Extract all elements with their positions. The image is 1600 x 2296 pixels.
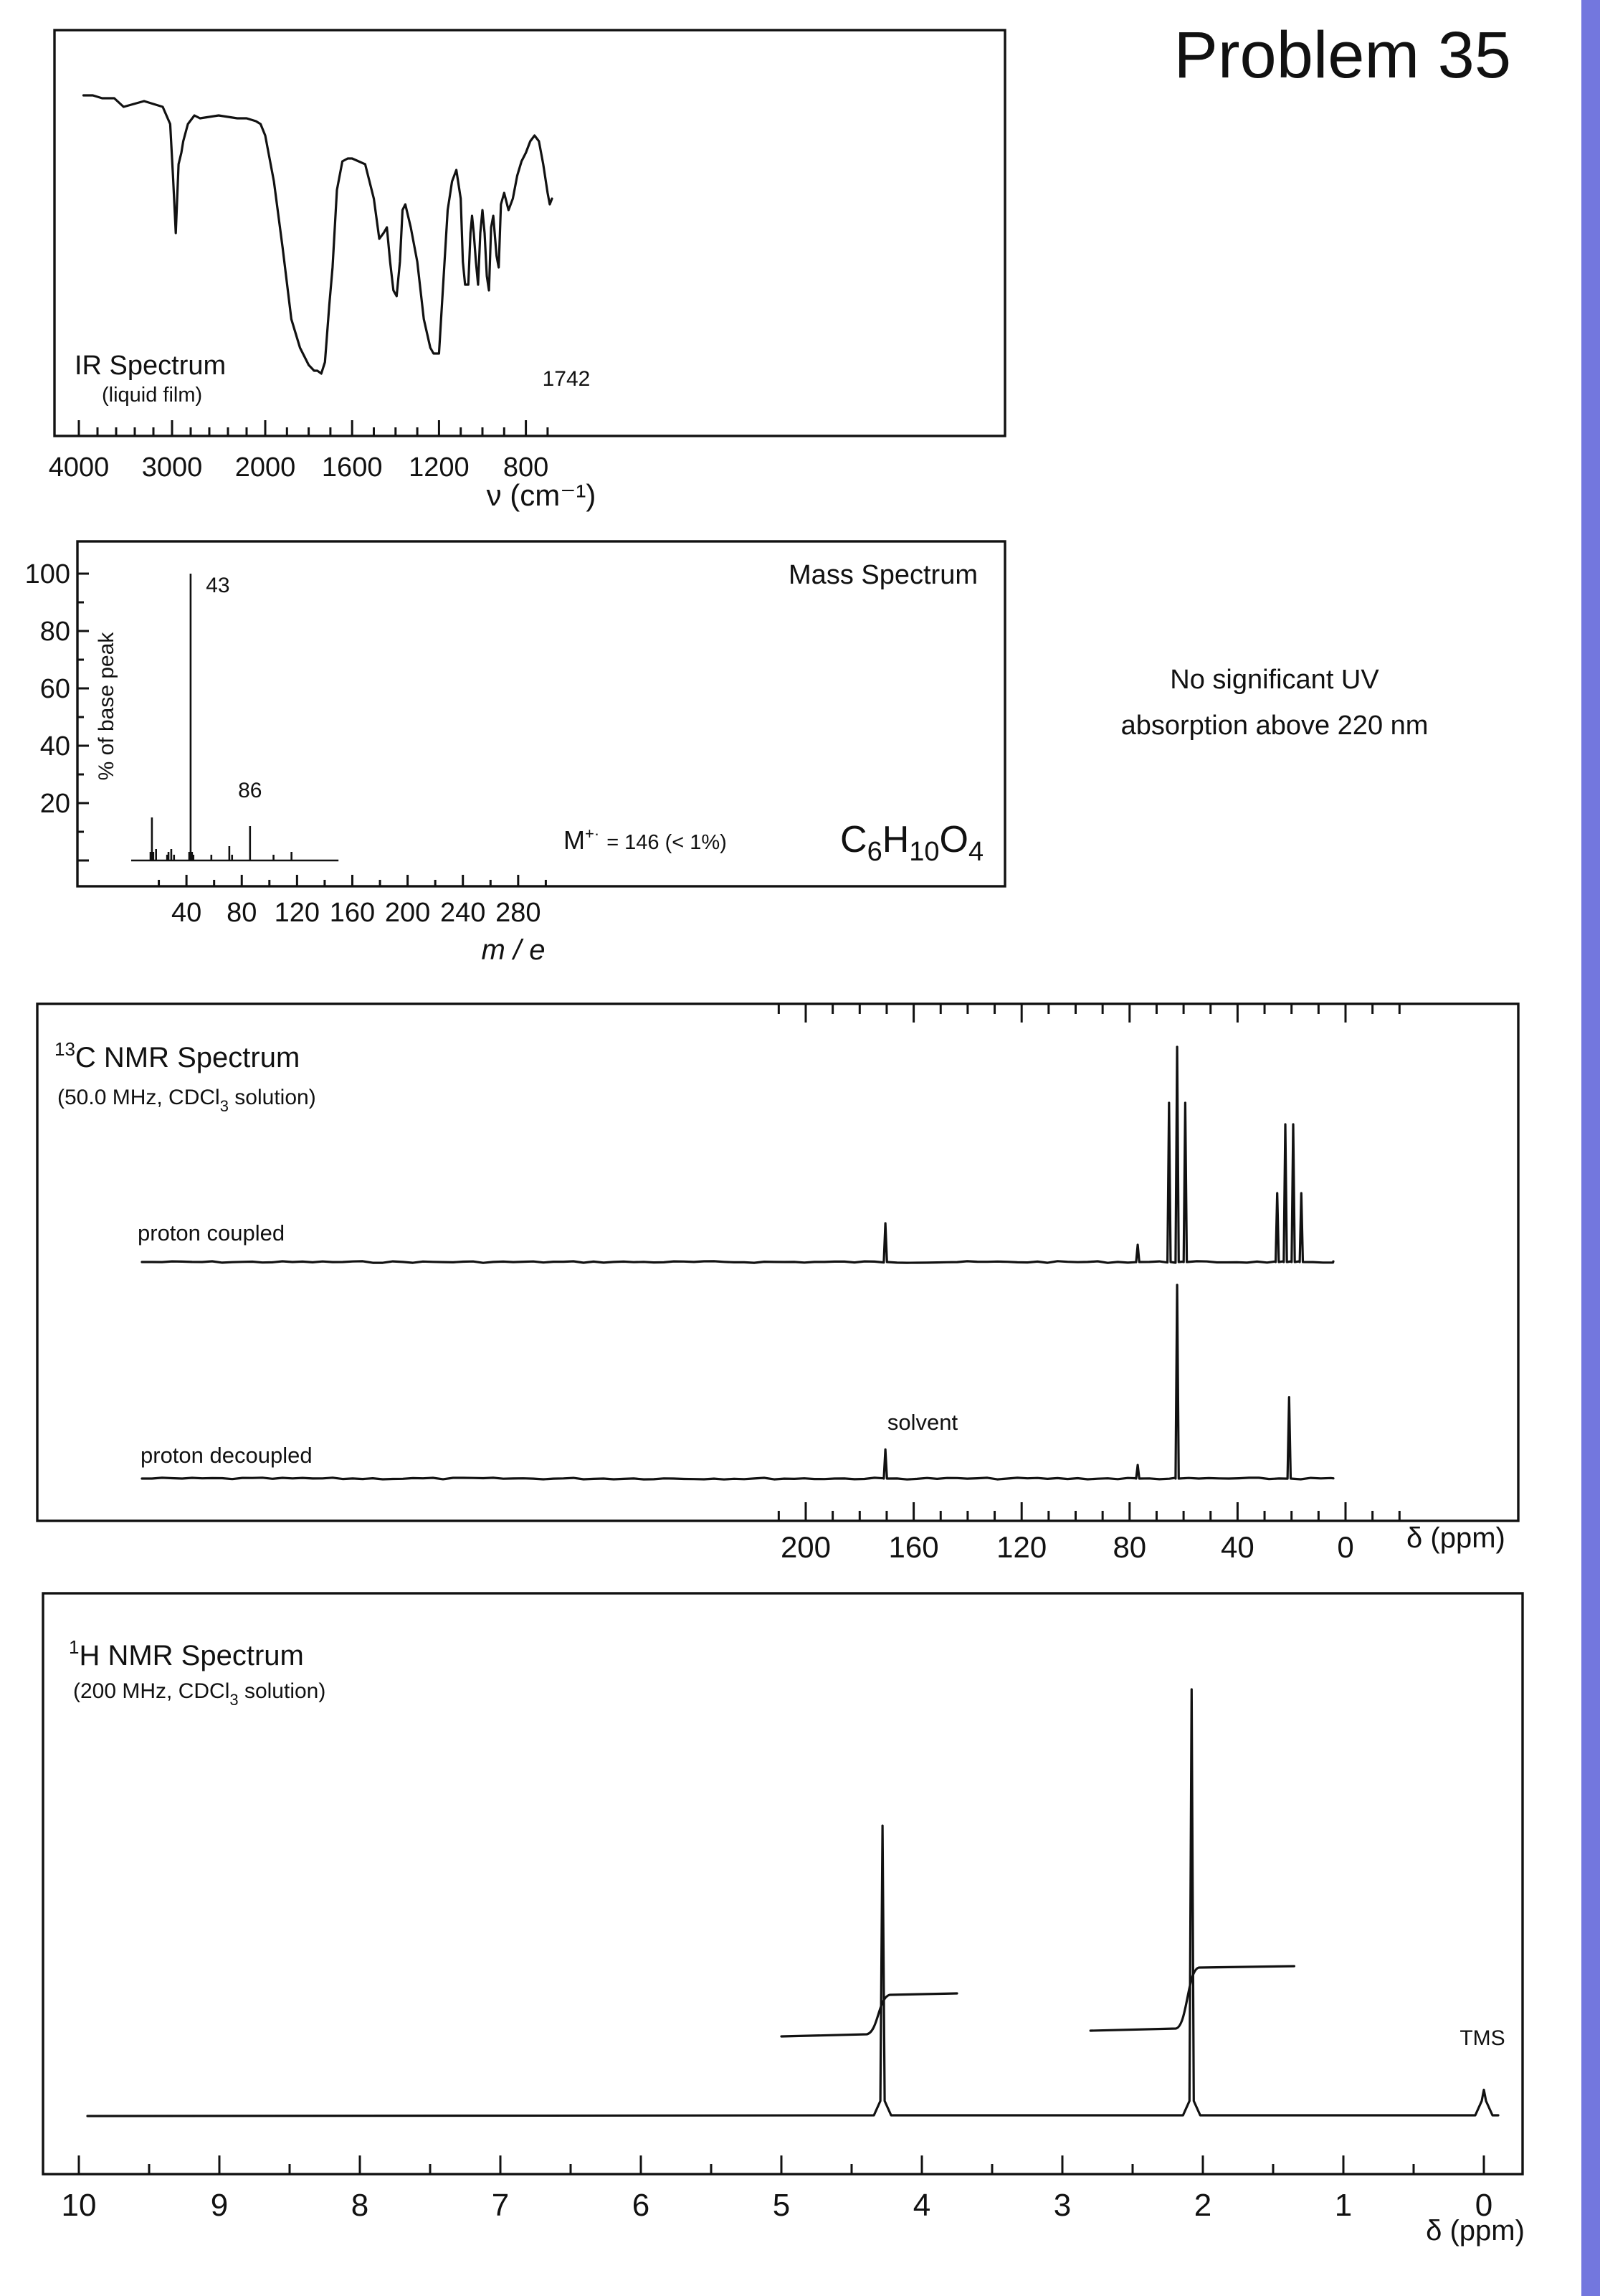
h1-tick-label: 2 (1194, 2188, 1212, 2223)
c13-tick-label: 160 (888, 1530, 939, 1564)
c13-tick-label: 40 (1221, 1530, 1254, 1564)
h1-conditions-pre: (200 MHz, CDCl (73, 1679, 230, 1703)
h1-tick-label: 9 (210, 2188, 229, 2223)
ms-y-tick-label: 80 (39, 617, 70, 647)
ir-axis-title: ν (cm⁻¹) (486, 478, 596, 512)
ir-tick-labels (49, 452, 549, 483)
c13-conditions-post: solution) (228, 1086, 316, 1109)
ir-trace (84, 95, 553, 374)
h1-title-text: H NMR Spectrum (79, 1640, 304, 1671)
molecular-ion-symbol: M (563, 825, 585, 855)
ir-tick-label: 4000 (48, 452, 110, 483)
h1-conditions (73, 1679, 325, 1709)
ms-y-tick-label: 60 (39, 674, 70, 704)
c13-title (54, 1038, 300, 1073)
h1-tick-label: 10 (61, 2188, 97, 2223)
formula-h-count: 10 (909, 837, 940, 867)
ms-x-tick-label: 240 (440, 898, 486, 928)
h1-axis-title: δ (ppm) (1426, 2215, 1525, 2247)
ms-x-ticks (159, 875, 546, 886)
c13-solvent-label: solvent (887, 1410, 958, 1435)
c13-tick-label: 0 (1337, 1530, 1354, 1564)
c13-panel (37, 1004, 1518, 1564)
c13-tick-label: 200 (780, 1530, 832, 1564)
ir-tick-label: 1200 (409, 452, 470, 483)
ir-tick-label: 800 (503, 452, 549, 483)
page-edge-band (1581, 0, 1600, 2296)
ir-axis-ticks (79, 420, 548, 436)
c13-tick-labels (781, 1530, 1354, 1564)
ir-tick-label: 1600 (321, 452, 383, 483)
c13-conditions (57, 1086, 316, 1115)
ms-bars (131, 574, 338, 860)
ms-title: Mass Spectrum (789, 560, 978, 590)
c13-bottom-ticks (778, 1502, 1399, 1521)
ir-peak-label: 1742 (542, 367, 591, 391)
h1-conditions-post: solution) (238, 1679, 326, 1703)
ir-subtitle: (liquid film) (102, 384, 203, 407)
h1-trace (87, 1689, 1498, 2116)
ms-x-tick-label: 200 (384, 898, 431, 928)
ms-x-tick-label: 40 (171, 898, 202, 928)
problem-title: Problem 35 (1173, 19, 1511, 92)
ir-panel (49, 30, 1005, 512)
ms-peak-label: 86 (238, 779, 262, 802)
ms-y-ticks (77, 574, 89, 860)
h1-tick-label: 7 (491, 2188, 510, 2223)
ms-peak-label: 43 (206, 574, 230, 597)
ms-x-tick-label: 280 (495, 898, 541, 928)
h1-tick-label: 1 (1334, 2188, 1353, 2223)
h1-integral-curve (781, 1993, 957, 2036)
c13-coupled-label: proton coupled (138, 1220, 285, 1246)
ir-tick-label: 3000 (141, 452, 203, 483)
c13-conditions-sub: 3 (219, 1097, 229, 1115)
h1-tick-label: 6 (632, 2188, 650, 2223)
uv-note-line-2: absorption above 220 nm (1120, 711, 1429, 741)
ir-tick-label: 2000 (234, 452, 296, 483)
h1-title (69, 1636, 304, 1671)
c13-coupled-trace (142, 1047, 1333, 1263)
ms-x-tick-label: 160 (329, 898, 376, 928)
formula-c-count: 6 (867, 837, 882, 867)
ms-x-tick-label: 120 (274, 898, 320, 928)
h1-tick-label: 8 (351, 2188, 369, 2223)
h1-title-isotope: 1 (69, 1636, 80, 1658)
c13-decoupled-label: proton decoupled (141, 1443, 313, 1468)
ms-y-tick-label: 100 (24, 559, 70, 589)
h1-integrals (781, 1966, 1294, 2036)
molecular-ion-value: = 146 (< 1%) (606, 831, 727, 854)
h1-panel (43, 1593, 1525, 2247)
ms-y-tick-label: 40 (39, 731, 70, 762)
formula-o: O (939, 819, 968, 860)
ms-x-tick-labels (171, 898, 541, 928)
c13-axis-title: δ (ppm) (1406, 1522, 1505, 1554)
c13-title-text: C NMR Spectrum (75, 1042, 300, 1073)
ms-panel (25, 541, 1005, 966)
h1-tick-label: 0 (1475, 2188, 1493, 2223)
c13-tick-label: 120 (996, 1530, 1047, 1564)
ms-x-tick-label: 80 (227, 898, 257, 928)
formula-h: H (882, 819, 910, 860)
h1-conditions-sub: 3 (229, 1691, 239, 1709)
ms-y-tick-labels (25, 559, 70, 819)
ms-y-axis-title: % of base peak (95, 632, 118, 781)
formula-c: C (840, 819, 867, 860)
c13-title-isotope: 13 (54, 1038, 75, 1060)
ms-y-tick-label: 20 (39, 789, 70, 819)
c13-top-ticks (778, 1004, 1399, 1023)
h1-tick-label: 5 (772, 2188, 791, 2223)
h1-tms-label: TMS (1459, 2026, 1505, 2050)
molecular-formula (840, 819, 984, 867)
c13-conditions-pre: (50.0 MHz, CDCl (57, 1086, 220, 1109)
c13-tick-label: 80 (1113, 1530, 1147, 1564)
ms-molecular-ion-label (563, 825, 727, 855)
ms-peak-labels (206, 574, 262, 802)
h1-ticks (79, 2155, 1484, 2174)
ir-title: IR Spectrum (75, 351, 227, 381)
c13-decoupled-trace (142, 1285, 1333, 1479)
h1-tick-label: 4 (913, 2188, 931, 2223)
uv-note-line-1: No significant UV (1170, 665, 1379, 695)
formula-o-count: 4 (968, 837, 984, 867)
h1-tick-label: 3 (1053, 2188, 1072, 2223)
ms-x-axis-title: m / e (481, 934, 546, 966)
h1-tick-labels (62, 2188, 1493, 2223)
molecular-ion-charge: +· (585, 825, 600, 843)
